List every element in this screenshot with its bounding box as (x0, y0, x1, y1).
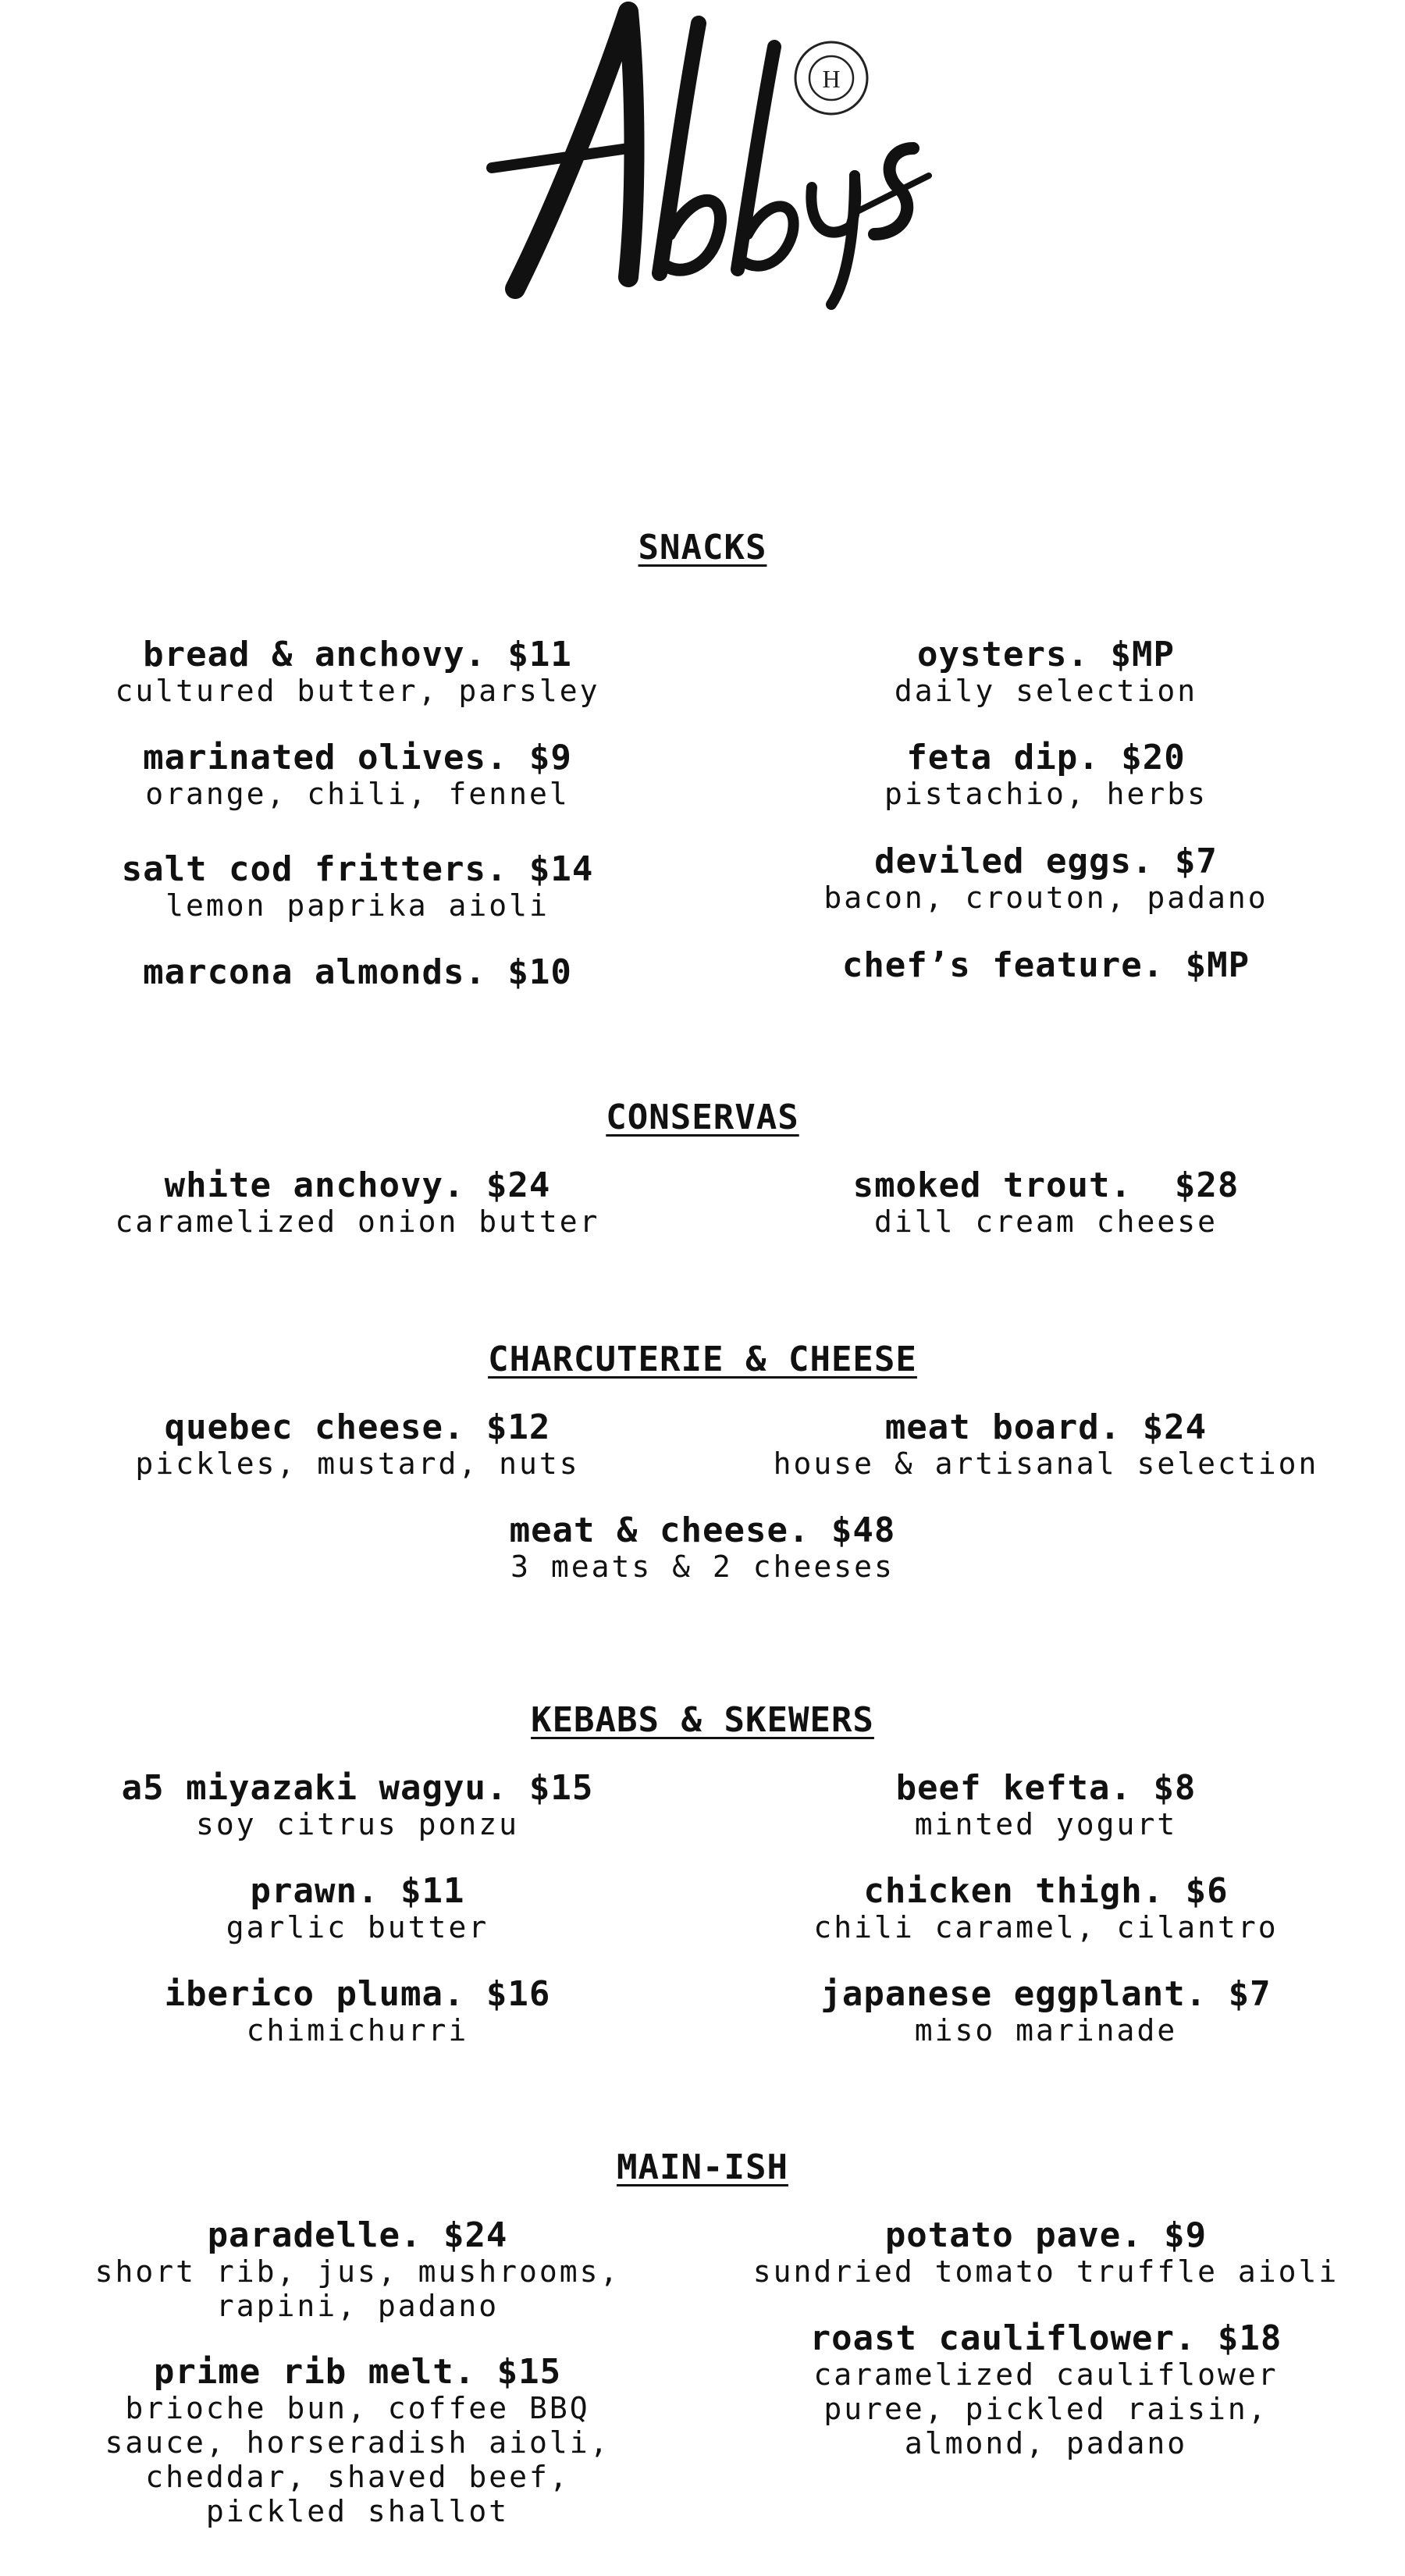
item-name: meat board. $24 (884, 1407, 1208, 1447)
section-title-kebabs: KEBABS & SKEWERS (531, 1700, 874, 1740)
menu-item (61, 739, 654, 811)
item-desc: chili caramel, cilantro (813, 1910, 1279, 1944)
item-name: a5 miyazaki wagyu. $15 (121, 1768, 594, 1808)
menu-item (749, 1976, 1343, 2048)
item-name: meat & cheese. $48 (509, 1510, 896, 1550)
menu-item (804, 2320, 1288, 2460)
section-title-conservas: CONSERVAS (606, 1098, 799, 1137)
menu-item (61, 1873, 654, 1944)
item-name: prawn. $11 (250, 1871, 465, 1911)
menu-item (61, 851, 654, 923)
item-desc: pickles, mustard, nuts (135, 1446, 580, 1481)
item-desc: lemon paprika aioli (165, 888, 550, 923)
item-desc: soy citrus ponzu (195, 1807, 520, 1841)
item-name: marcona almonds. $10 (143, 952, 572, 992)
item-desc: daily selection (894, 674, 1198, 708)
item-name: oysters. $MP (917, 635, 1175, 674)
item-desc: sundried tomato truffle aioli (752, 2254, 1339, 2289)
menu-item (749, 739, 1343, 811)
menu-item (749, 1873, 1343, 1944)
item-desc: 3 meats & 2 cheeses (510, 1550, 895, 1584)
menu-item (84, 2354, 631, 2528)
item-name: prime rib melt. $15 (153, 2352, 562, 2392)
section-title-main: MAIN-ISH (617, 2147, 788, 2187)
item-name: salt cod fritters. $14 (121, 849, 594, 889)
item-desc: house & artisanal selection (773, 1446, 1319, 1481)
menu-item (61, 1409, 654, 1481)
menu-item (749, 947, 1343, 984)
menu-item (749, 1770, 1343, 1841)
item-name: paradelle. $24 (207, 2215, 508, 2255)
menu-item (749, 843, 1343, 915)
item-name: potato pave. $9 (884, 2215, 1208, 2255)
section-title-snacks: SNACKS (638, 528, 767, 568)
item-desc: chimichurri (246, 2013, 469, 2048)
item-desc: caramelized cauliflower puree, pickled raisin, almond, padano (813, 2357, 1279, 2460)
item-name: marinated olives. $9 (143, 738, 572, 777)
item-desc: minted yogurt (914, 1807, 1178, 1841)
abbys-logo (461, 0, 944, 312)
item-name: deviled eggs. $7 (874, 841, 1218, 881)
item-desc: brioche bun, coffee BBQ sauce, horseradish aioli, cheddar, shaved beef, pickled shallot (105, 2391, 610, 2528)
menu-item (749, 2217, 1343, 2289)
item-name: japanese eggplant. $7 (820, 1974, 1272, 2014)
item-name: beef kefta. $8 (895, 1768, 1197, 1808)
item-name: chicken thigh. $6 (863, 1871, 1229, 1911)
item-name: quebec cheese. $12 (164, 1407, 551, 1447)
menu-item (749, 1167, 1343, 1239)
hotel-badge-icon (795, 42, 867, 114)
item-name: smoked trout. $28 (852, 1165, 1240, 1205)
item-name: roast cauliflower. $18 (809, 2318, 1282, 2358)
badge-letter: H (822, 65, 841, 93)
item-desc: dill cream cheese (874, 1204, 1218, 1239)
menu-item (61, 1976, 654, 2048)
menu-item (61, 1167, 654, 1239)
section-title-charcuterie: CHARCUTERIE & CHEESE (488, 1340, 917, 1379)
item-desc: caramelized onion butter (115, 1204, 600, 1239)
menu-item (749, 636, 1343, 708)
item-desc: pistachio, herbs (884, 777, 1208, 811)
item-desc: short rib, jus, mushrooms, rapini, padano (94, 2254, 621, 2323)
item-desc: miso marinade (914, 2013, 1178, 2048)
item-desc: garlic butter (226, 1910, 489, 1944)
menu-item (406, 1512, 999, 1584)
item-name: chef’s feature. $MP (841, 945, 1250, 985)
item-name: feta dip. $20 (906, 738, 1186, 777)
item-name: bread & anchovy. $11 (143, 635, 572, 674)
item-desc: orange, chili, fennel (145, 777, 570, 811)
menu-item (84, 2217, 631, 2323)
item-desc: cultured butter, parsley (115, 674, 600, 708)
item-name: white anchovy. $24 (164, 1165, 551, 1205)
menu-item (61, 636, 654, 708)
menu-item (61, 954, 654, 991)
item-desc: bacon, crouton, padano (823, 881, 1268, 915)
menu-item (749, 1409, 1343, 1481)
item-name: iberico pluma. $16 (164, 1974, 551, 2014)
menu-item (61, 1770, 654, 1841)
